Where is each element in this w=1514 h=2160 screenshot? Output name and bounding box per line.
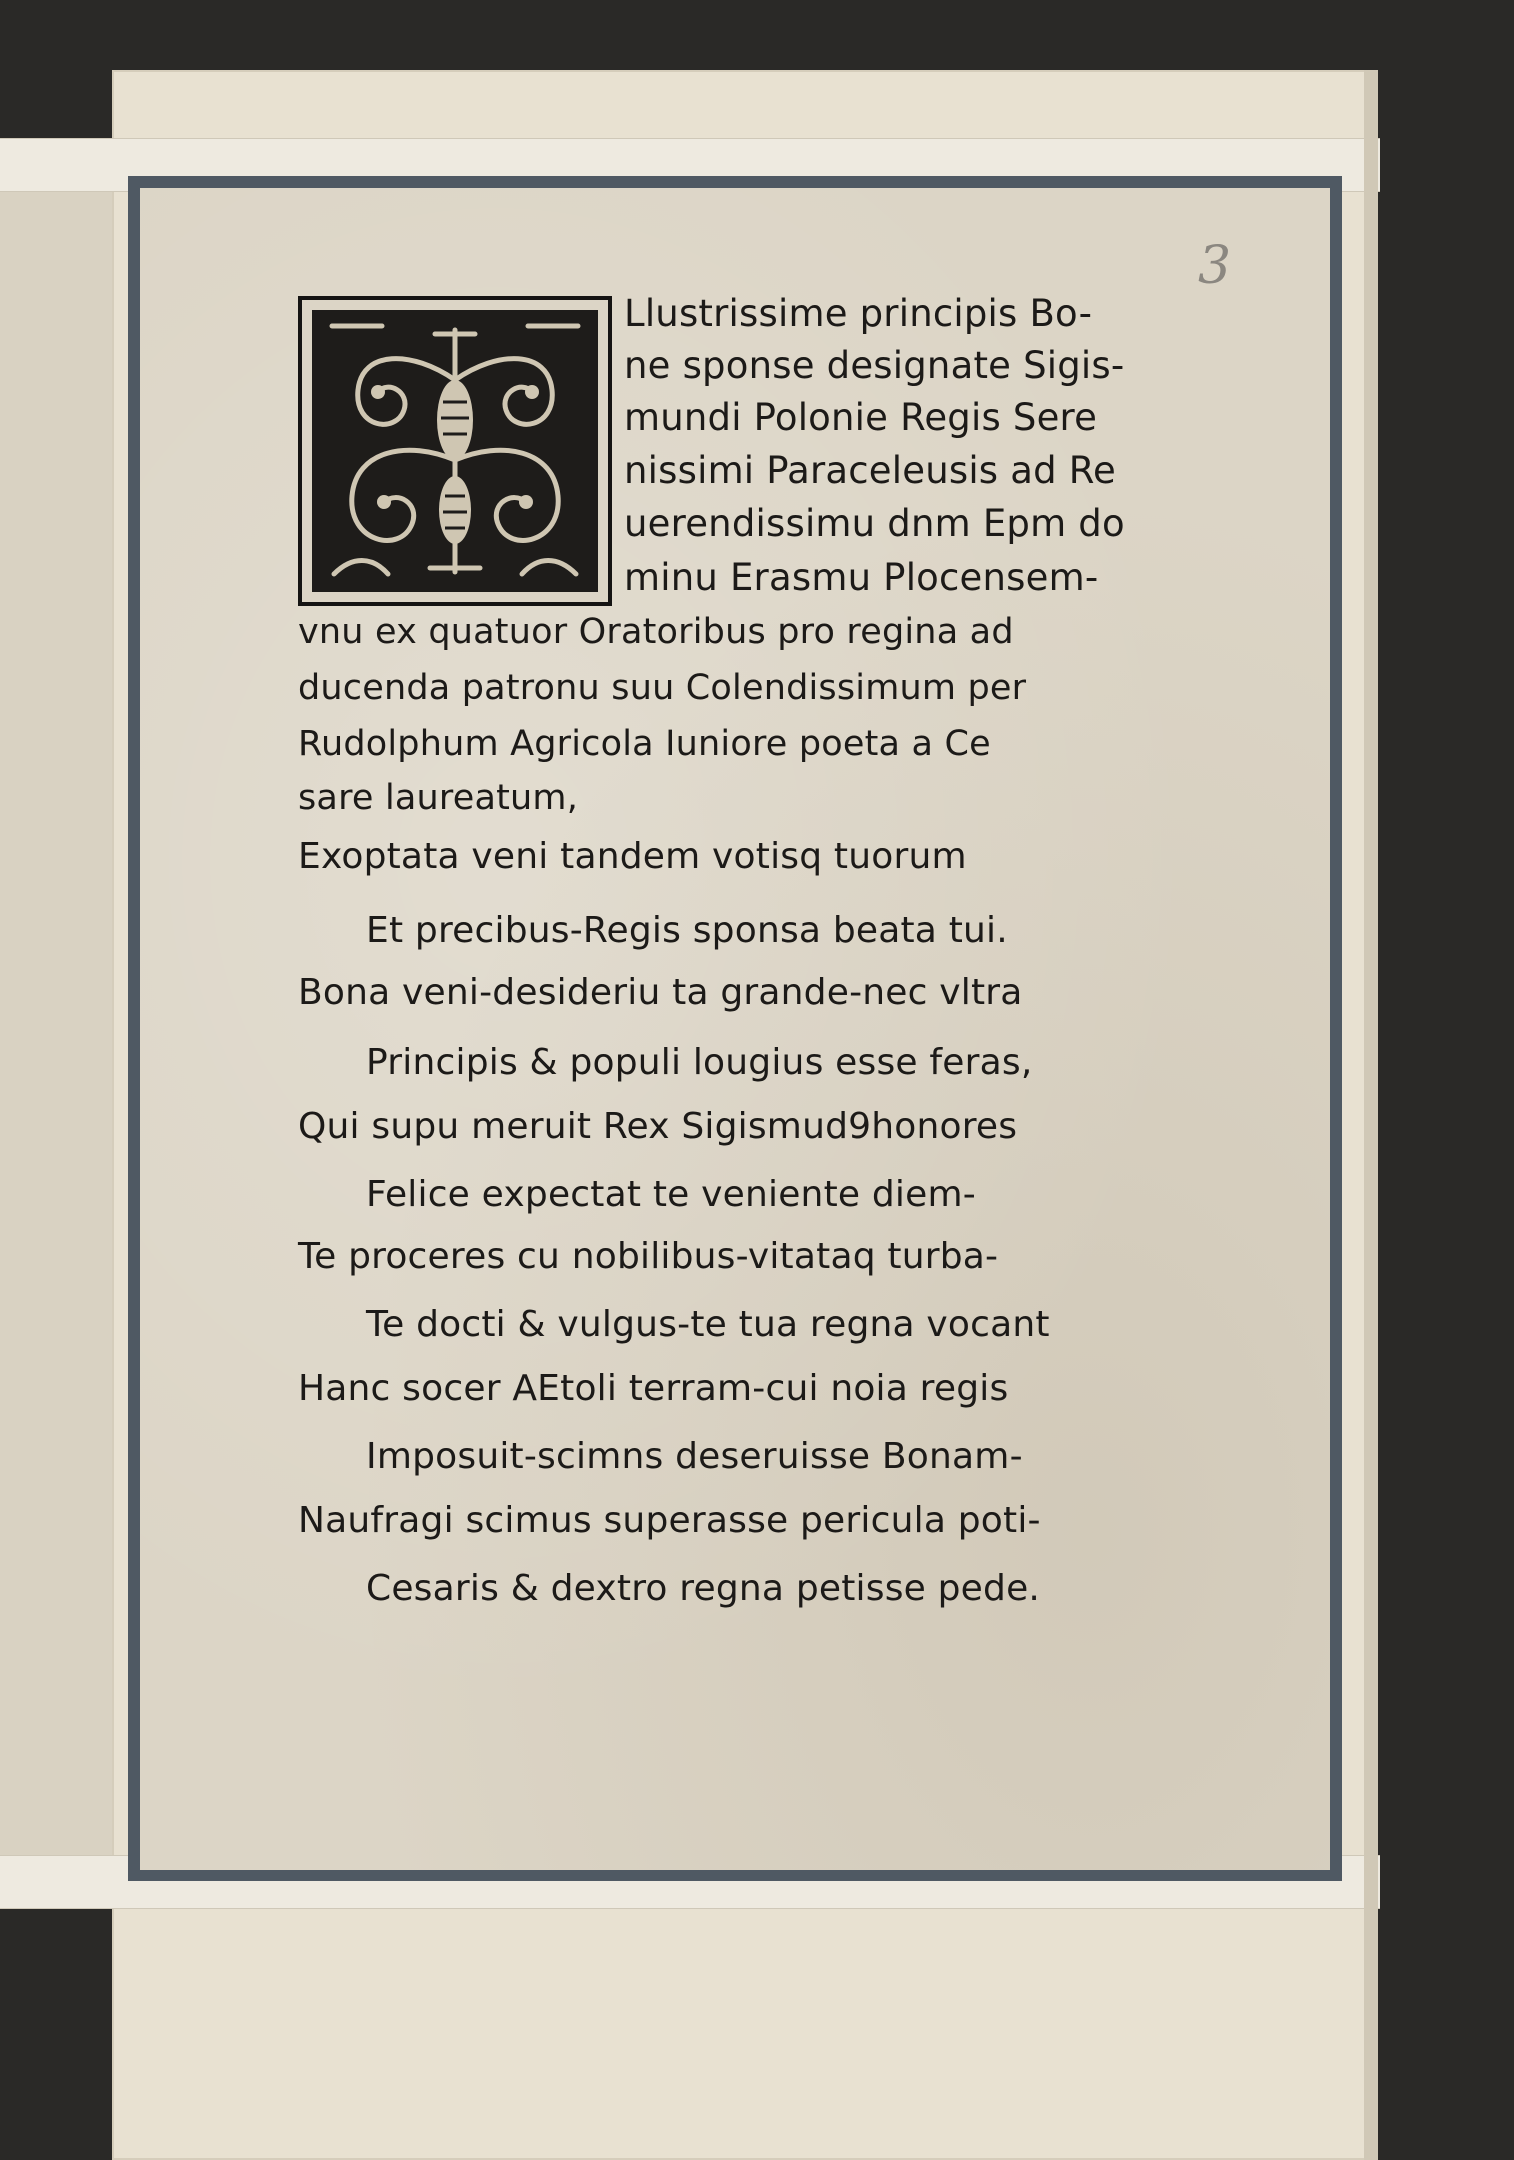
prose-line: Llustrissime principis Bo- (624, 292, 1093, 335)
verse-line: Hanc socer AEtoli terram-cui noia regis (298, 1368, 1009, 1409)
prose-line: ne sponse designate Sigis- (624, 344, 1125, 387)
verse-line: Et precibus-Regis sponsa beata tui. (366, 910, 1008, 951)
prose-line: mundi Polonie Regis Sere (624, 396, 1098, 439)
prose-line: vnu ex quatuor Oratoribus pro regina ad (298, 612, 1014, 652)
woodcut-initial-i (312, 310, 598, 592)
mount-edge (1364, 70, 1378, 2160)
prose-line: sare laureatum, (298, 778, 579, 818)
verse-line: Naufragi scimus superasse pericula poti- (298, 1500, 1041, 1541)
verse-line: Imposuit-scimns deseruisse Bonam- (366, 1436, 1023, 1477)
prose-line: nissimi Paraceleusis ad Re (624, 449, 1116, 492)
woodcut-ornament-icon (312, 310, 598, 592)
verse-line: Exoptata veni tandem votisq tuorum (298, 836, 967, 877)
verse-line: Principis & populi lougius esse feras, (366, 1042, 1033, 1083)
verse-line: Te proceres cu nobilibus-vitataq turba- (298, 1236, 999, 1277)
decorated-initial (298, 296, 612, 606)
prose-line: uerendissimu dnm Epm do (624, 502, 1125, 545)
verse-line: Te docti & vulgus-te tua regna vocant (366, 1304, 1050, 1345)
verse-line: Bona veni-desideriu ta grande-nec vltra (298, 972, 1023, 1013)
prose-line: minu Erasmu Plocensem- (624, 556, 1099, 599)
verse-line: Felice expectat te veniente diem- (366, 1174, 976, 1215)
verse-line: Qui supu meruit Rex Sigismud9honores (298, 1106, 1018, 1147)
prose-line: ducenda patronu suu Colendissimum per (298, 668, 1027, 708)
prose-line: Rudolphum Agricola Iuniore poeta a Ce (298, 724, 991, 764)
folio-number: 3 (1198, 236, 1232, 296)
verse-line: Cesaris & dextro regna petisse pede. (366, 1568, 1041, 1609)
